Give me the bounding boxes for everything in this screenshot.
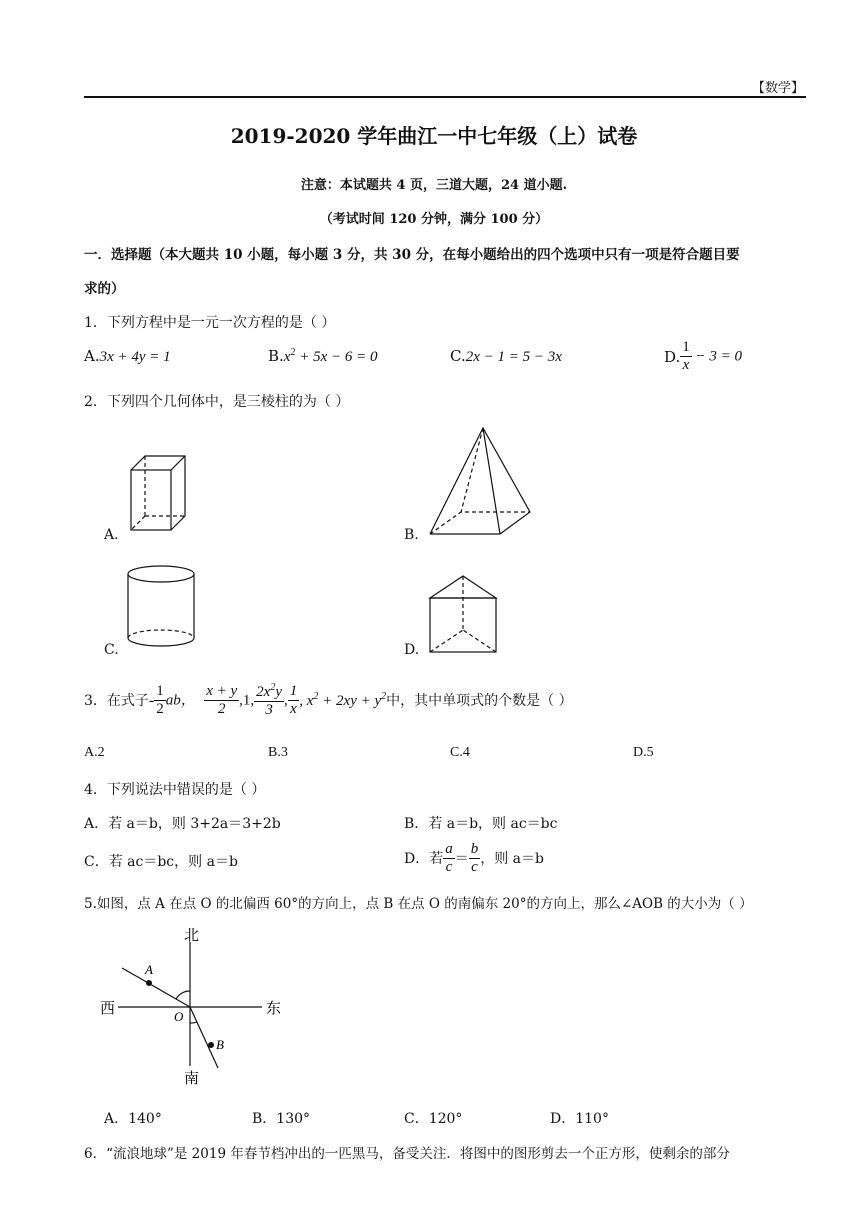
q1-b-label: B. xyxy=(268,347,284,365)
q4-option-c: C．若 ac＝bc，则 a＝b xyxy=(84,854,238,870)
label-east: 东 xyxy=(266,999,282,1017)
q1-d-denominator: x xyxy=(682,357,690,374)
q3-term6-base: , x xyxy=(299,693,314,710)
q4-d-prefix: D．若 xyxy=(404,850,444,867)
q3-term4-denominator: 3 xyxy=(265,702,273,719)
q4-option-d xyxy=(404,841,544,877)
section-heading-line-2: 求的） xyxy=(84,281,125,297)
label-o: O xyxy=(174,1009,184,1024)
q2-option-a: A. xyxy=(104,527,119,543)
q1-a-label: A. xyxy=(84,347,100,365)
q3-term5-fraction xyxy=(288,683,300,719)
q3-term1-sign: - xyxy=(148,691,155,709)
q3-suffix: 中，其中单项式的个数是（ ） xyxy=(386,692,573,709)
q4-stem: 4．下列说法中错误的是（ ） xyxy=(84,782,266,798)
q3-term5-numerator: 1 xyxy=(288,683,300,701)
q2-figure-c-cylinder xyxy=(125,564,200,654)
q3-term4-exponent: 2 xyxy=(270,682,276,693)
q4-d-denominator-2: c xyxy=(471,859,478,876)
label-b: B xyxy=(216,1037,224,1052)
q5-option-a: A．140° xyxy=(104,1111,162,1127)
header-rule xyxy=(84,96,806,98)
q4-d-numerator-2: b xyxy=(469,841,481,859)
q3-term5-denominator: x xyxy=(290,701,297,718)
notice-line-1: 注意：本试题共 4 页，三道大题，24 道小题. xyxy=(300,178,568,193)
q3-term5-separator: , xyxy=(284,692,288,709)
q5-direction-figure xyxy=(90,920,300,1095)
label-north: 北 xyxy=(184,926,200,944)
q2-figure-a-cuboid xyxy=(125,452,195,542)
q3-term1-numerator: 1 xyxy=(154,683,166,701)
q3-term6-exponent1: 2 xyxy=(313,691,319,703)
q4-option-a: A．若 a＝b，则 3+2a＝3+2b xyxy=(84,816,281,832)
q1-option-a xyxy=(84,347,171,366)
q1-d-numerator: 1 xyxy=(680,339,692,357)
point-a-marker xyxy=(146,980,152,986)
q2-option-d: D. xyxy=(404,642,420,658)
q3-option-d: D.5 xyxy=(633,745,654,760)
q3-option-b: B.3 xyxy=(268,745,288,760)
q1-d-rest: − 3 = 0 xyxy=(691,348,743,365)
q6-stem: 6．“流浪地球”是 2019 年春节档冲出的一匹黑马，备受关注．将图中的图形剪去一个正方形，使剩余的部分 xyxy=(84,1146,730,1162)
q3-term2-denominator: 2 xyxy=(217,701,226,718)
q1-option-c xyxy=(450,347,562,366)
q3-term6-exponent2: 2 xyxy=(381,691,387,703)
q2-figure-b-pyramid xyxy=(425,422,535,540)
q3-stem xyxy=(84,682,573,720)
q4-d-fraction-1 xyxy=(443,841,455,877)
q3-term1-rest: ab， xyxy=(165,692,196,709)
q3-term1-fraction xyxy=(154,683,166,719)
q5-option-c: C．120° xyxy=(404,1111,463,1127)
q3-term2-numerator: x + y xyxy=(204,683,239,701)
q4-d-numerator-1: a xyxy=(443,841,455,859)
q1-stem: 1．下列方程中是一元一次方程的是（ ） xyxy=(84,315,336,331)
q3-prefix: 3．在式子 xyxy=(84,692,149,709)
q4-d-suffix: ，则 a＝b xyxy=(480,850,544,867)
label-west: 西 xyxy=(100,999,116,1017)
q4-d-denominator-1: c xyxy=(445,859,453,876)
point-b-marker xyxy=(208,1042,214,1048)
q4-d-fraction-2 xyxy=(469,841,481,877)
q2-figure-d-triangular-prism xyxy=(427,572,502,657)
q4-option-b: B．若 a＝b，则 ac＝bc xyxy=(404,816,558,832)
notice-line-2: （考试时间 120 分钟，满分 100 分） xyxy=(319,212,549,227)
q3-term2-fraction xyxy=(204,683,239,719)
q3-term6-middle: + 2xy + y xyxy=(318,693,382,710)
q1-option-b xyxy=(268,347,378,366)
q2-option-b: B. xyxy=(404,527,419,543)
q1-b-exponent: 2 xyxy=(290,347,296,358)
label-south: 南 xyxy=(184,1069,200,1087)
q4-d-equals: ＝ xyxy=(454,850,469,867)
q3-option-c: C.4 xyxy=(450,745,470,760)
q2-option-c: C. xyxy=(104,642,119,658)
q1-option-d xyxy=(664,339,742,375)
subject-tag: 【数学】 xyxy=(752,81,805,96)
q1-b-expr-base: x xyxy=(283,349,291,365)
q1-d-fraction xyxy=(680,339,692,375)
q3-option-a: A.2 xyxy=(84,745,105,760)
label-a: A xyxy=(145,962,153,977)
q3-term4-post: y xyxy=(275,684,282,700)
q3-term4-fraction xyxy=(254,682,284,720)
q3-term1-denominator: 2 xyxy=(156,701,164,718)
q1-c-expr: 2x − 1 = 5 − 3x xyxy=(465,349,562,365)
q5-option-b: B．130° xyxy=(252,1111,311,1127)
q1-b-expr-rest: + 5x − 6 = 0 xyxy=(295,349,378,365)
q1-a-expr: 3x + 4y = 1 xyxy=(99,349,171,365)
section-heading-line-1: 一．选择题（本大题共 10 小题，每小题 3 分，共 30 分，在每小题给出的四个选项中只有一项是符合题目要 xyxy=(84,247,740,263)
q3-term6 xyxy=(299,693,386,709)
q3-term3: ,1, xyxy=(239,692,255,709)
q1-d-label: D. xyxy=(664,347,681,366)
q5-option-d: D．110° xyxy=(550,1111,609,1127)
q3-term4-base: 2x xyxy=(256,684,271,700)
page-title: 2019-2020 学年曲江一中七年级（上）试卷 xyxy=(230,124,638,148)
q2-stem: 2．下列四个几何体中，是三棱柱的为（ ） xyxy=(84,394,350,410)
q1-c-label: C. xyxy=(450,347,466,365)
q5-stem: 5.如图，点 A 在点 O 的北偏西 60°的方向上，点 B 在点 O 的南偏东 20°的方向上，那么∠AOB 的大小为（ ） xyxy=(84,896,753,912)
